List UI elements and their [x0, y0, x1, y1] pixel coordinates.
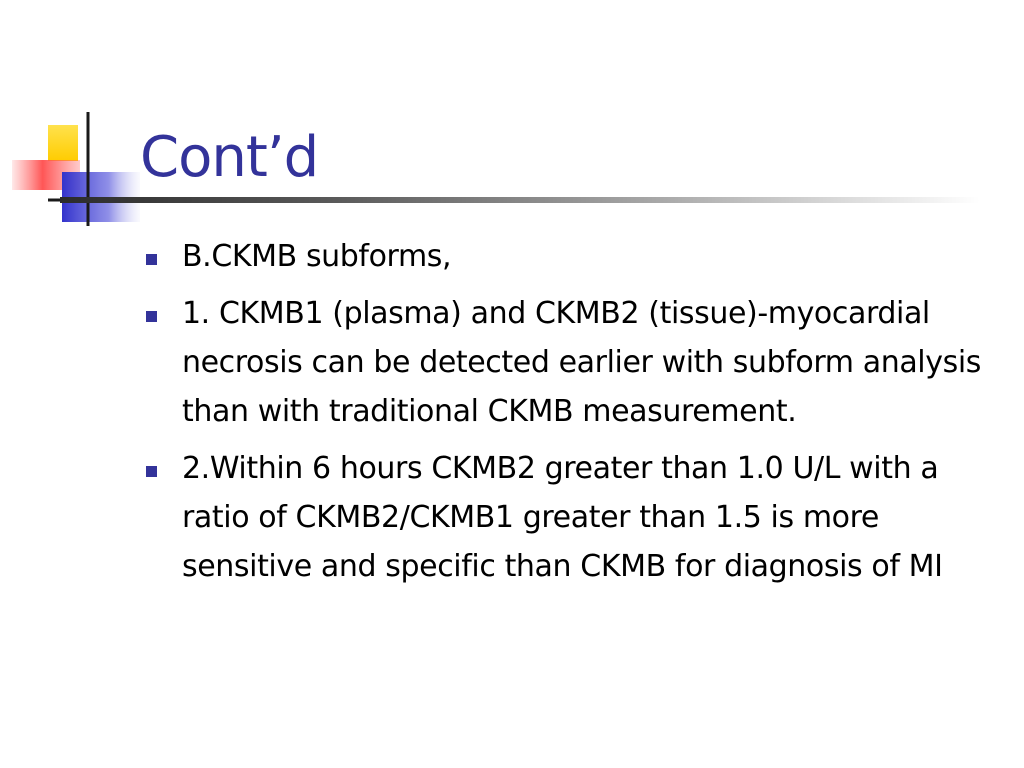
square-bullet-icon: [146, 311, 157, 322]
colored-squares-logo-icon: [0, 0, 160, 240]
square-bullet-icon: [146, 254, 157, 265]
bullet-text: 1. CKMB1 (plasma) and CKMB2 (tissue)-myocardial necrosis can be detected earlier with subform analysis than with traditional CKMB measurement.: [182, 296, 981, 429]
title-divider: [60, 197, 980, 203]
bullet-text: 2.Within 6 hours CKMB2 greater than 1.0 U/L with a ratio of CKMB2/CKMB1 greater than 1.5 is more sensitive and specific than CKMB for diagnosis of MI: [182, 451, 943, 584]
bullet-item: [146, 232, 1006, 281]
square-bullet-icon: [146, 466, 157, 477]
bullet-list: [146, 232, 1006, 599]
slide-title: Cont’d: [140, 125, 319, 190]
slide-logo: [0, 0, 160, 240]
bullet-item: [146, 289, 1006, 436]
bullet-text: B.CKMB subforms,: [182, 239, 452, 274]
bullet-item: [146, 444, 1006, 591]
